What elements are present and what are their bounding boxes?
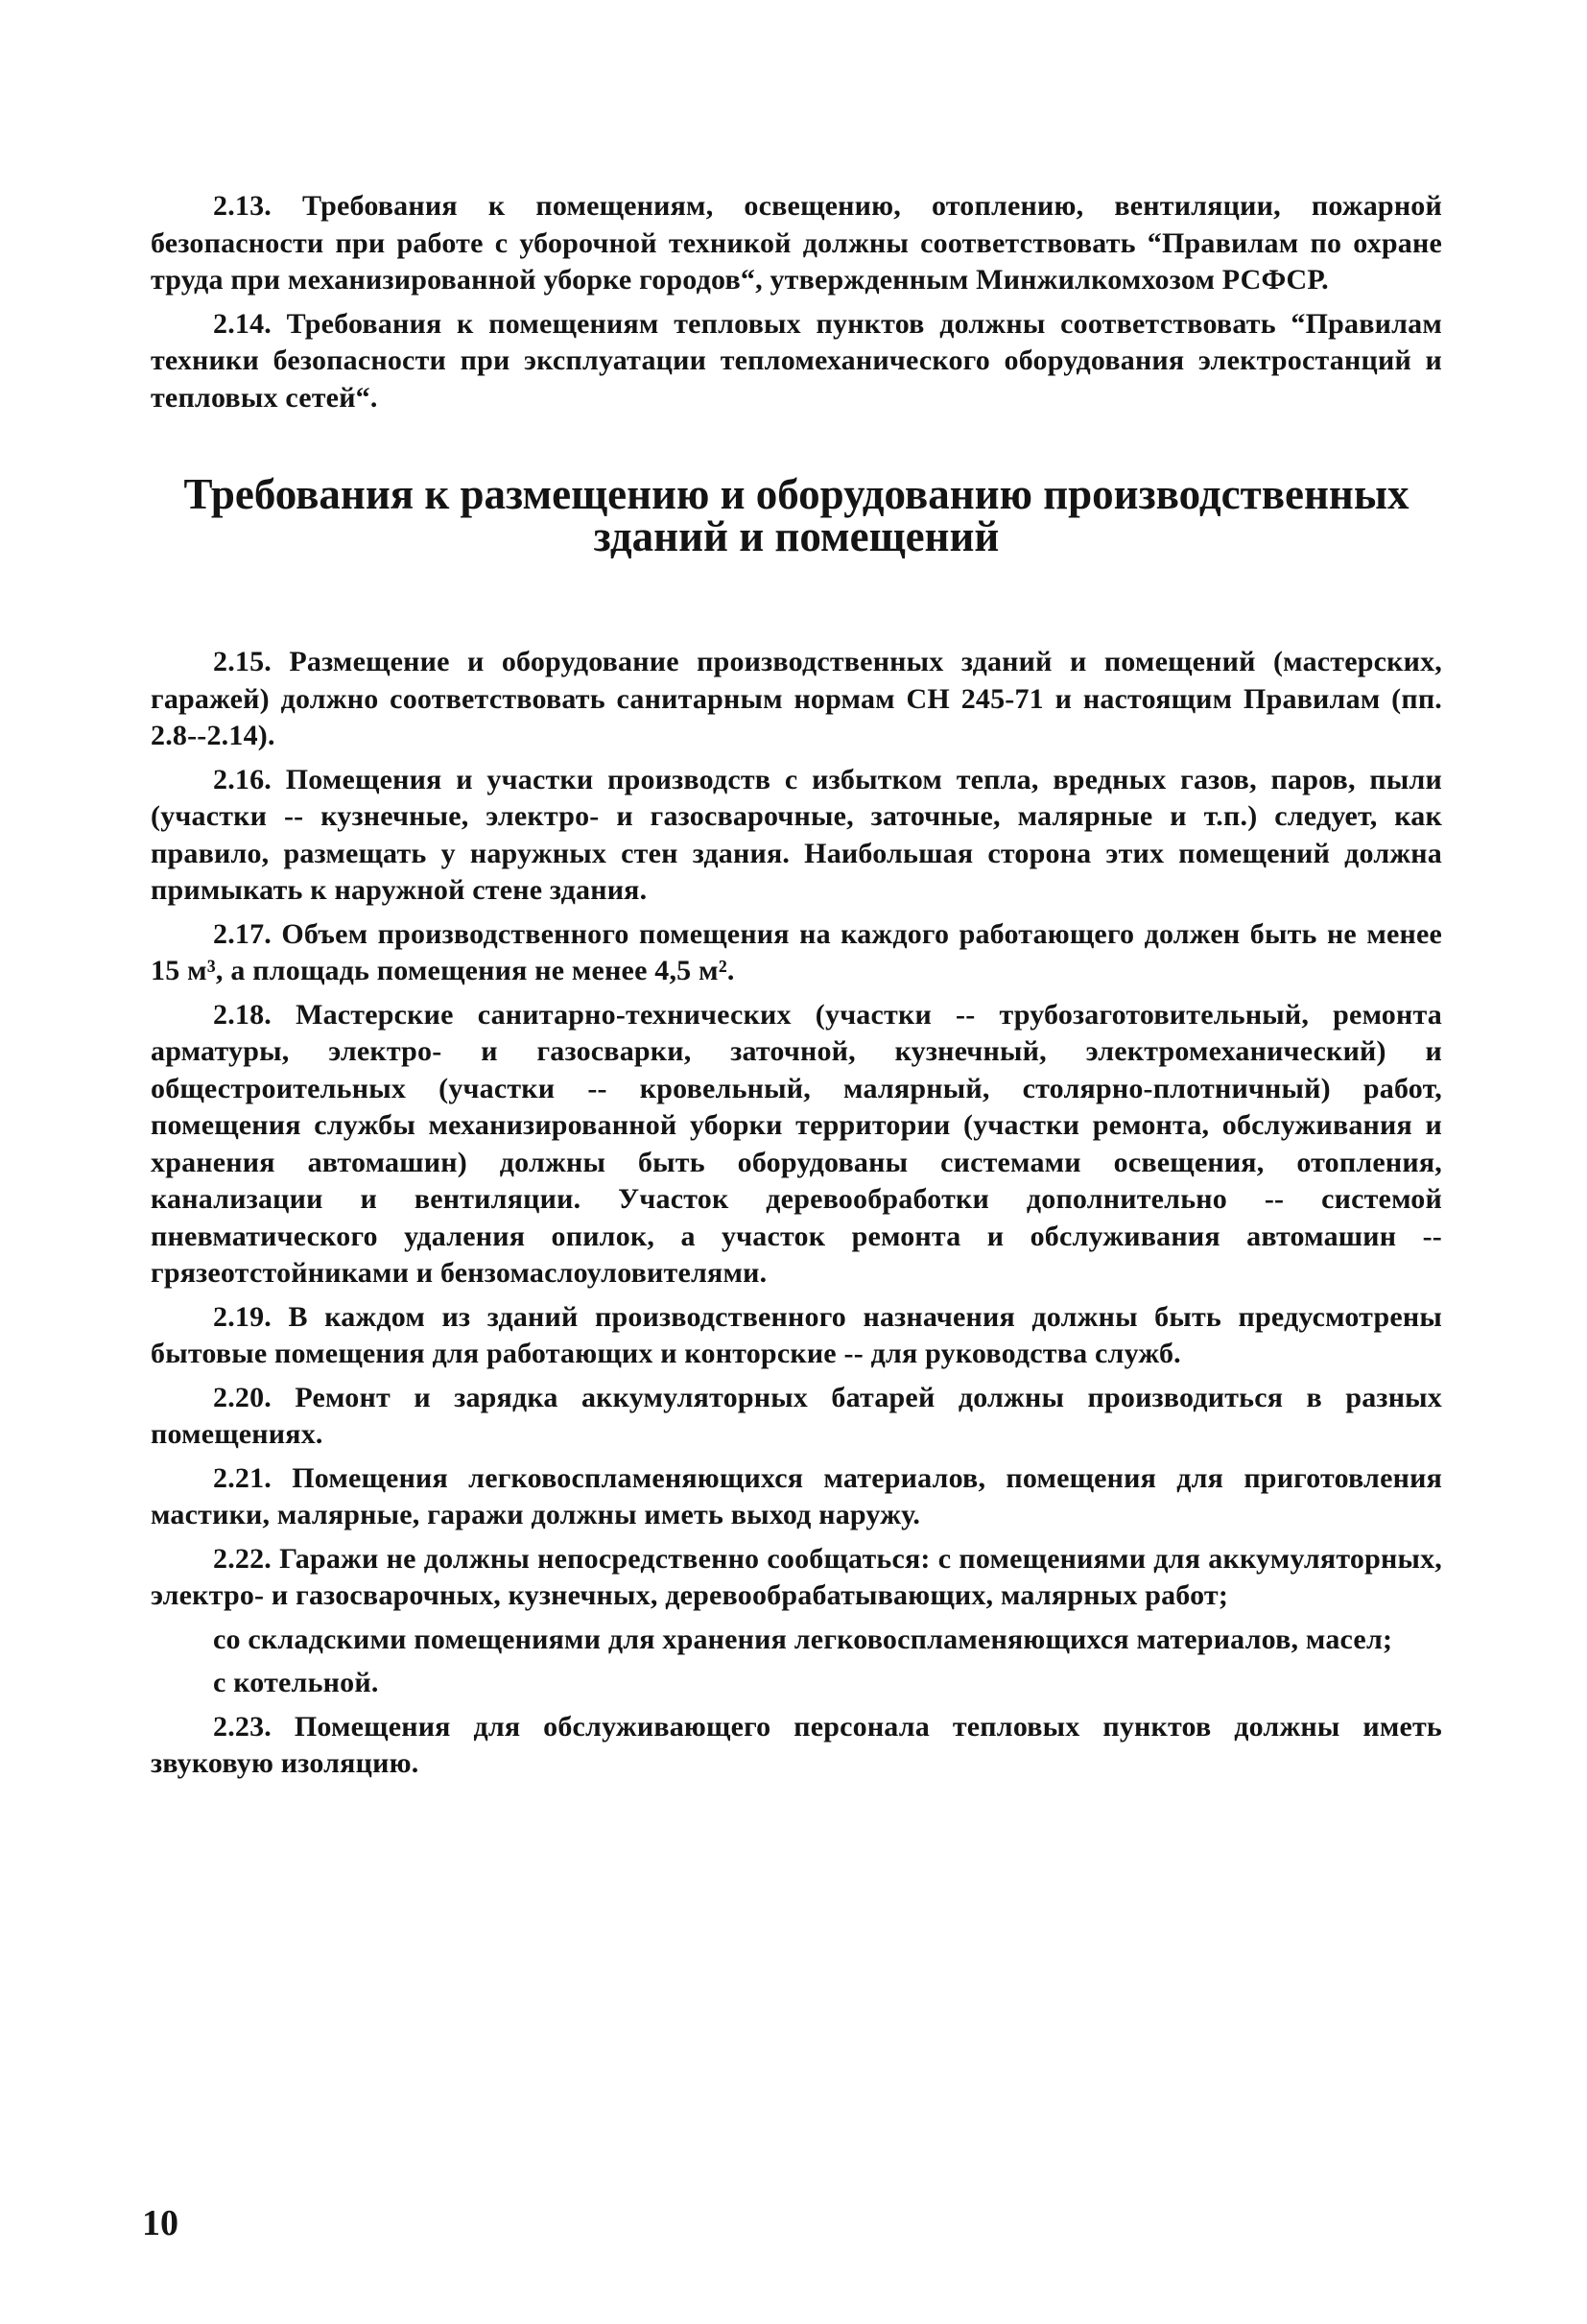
paragraph-2-22 [151,1541,1442,1615]
clause-number: 2.19. [213,1300,272,1333]
section-heading-line-2: зданий и помещений [593,512,1000,560]
clause-text: Требования к помещениям тепловых пунктов должны соответствовать “Правилам техники безопасности при эксплуатации тепломеханического оборудования электростанций и тепловых сетей“. [151,307,1442,414]
clause-number: 2.22. [213,1542,272,1575]
clause-text: со складскими помещениями для хранения легковоспламеняющихся материалов, масел; [213,1623,1393,1655]
clause-text: Помещения для обслуживающего персонала тепловых пунктов должны иметь звуковую изоляцию. [151,1710,1442,1779]
section-heading [151,470,1442,560]
clause-text: Помещения легковоспламеняющихся материалов, помещения для приготовления мастики, малярные, гаражи должны иметь выход наружу. [151,1461,1443,1530]
paragraph-2-18 [151,997,1442,1292]
clause-text: В каждом из зданий производственного назначения должны быть предусмотрены бытовые помещения для работающих и конторские -- для руководства служб. [151,1300,1442,1369]
clause-text: с котельной. [213,1667,379,1698]
clause-text: Ремонт и зарядка аккумуляторных батарей должны производиться в разных помещениях. [151,1381,1443,1450]
clause-number: 2.23. [213,1710,272,1743]
paragraph-2-16 [151,762,1442,910]
clause-number: 2.21. [213,1461,272,1494]
paragraph-2-21 [151,1460,1442,1534]
clause-text: Размещение и оборудование производственных зданий и помещений (мастерских, гаражей) должно соответствовать санитарным нормам СН 245-71 и настоящим Правилам (пп. 2.8--2.14). [151,646,1443,751]
paragraph-2-15 [151,644,1442,755]
clause-text: Мастерские санитарно-технических (участки -- трубозаготовительный, ремонта арматуры, электро- и газосварки, заточной, кузнечный, электромеханический) и общестроительных (участки -- кровельный, малярный, столярно-плотничный) работ, помещения службы механизированной уборки территории (участки ремонта, обслуживания и хранения автомашин) должны быть оборудованы системами освещения, отопления, канализации и вентиляции. Участок деревообработки дополнительно -- системой пневматического удаления опилок, а участок ремонта и обслуживания автомашин -- грязеотстойниками и бензомаслоуловителями. [151,998,1442,1289]
paragraph-2-17 [151,916,1442,990]
paragraph-2-20 [151,1380,1442,1454]
clause-number: 2.17. [213,917,272,950]
clause-number: 2.15. [213,646,272,677]
clause-number: 2.13. [213,190,272,222]
paragraph-2-14 [151,306,1442,417]
clause-number: 2.18. [213,998,272,1031]
paragraph-2-22-item-boiler [151,1665,1442,1702]
paragraph-2-13 [151,188,1442,299]
page-number: 10 [142,2203,178,2243]
paragraph-2-23 [151,1709,1442,1783]
clause-number: 2.14. [213,307,272,340]
section-heading-line-1: Требования к размещению и оборудованию производственных [183,470,1409,518]
clause-text: Требования к помещениям, освещению, отоплению, вентиляции, пожарной безопасности при работе с уборочной техникой должны соответствовать “Правилам по охране труда при механизированной уборке городов“, утвержденным Минжилкомхозом РСФСР. [151,190,1442,296]
clause-text: Объем производственного помещения на каждого работающего должен быть не менее 15 м³, а площадь помещения не менее 4,5 м². [151,917,1442,986]
clause-number: 2.20. [213,1381,272,1413]
clause-number: 2.16. [213,763,272,795]
clause-text: Гаражи не должны непосредственно сообщаться: с помещениями для аккумуляторных, электро- и газосварочных, кузнечных, деревообрабатывающих, малярных работ; [151,1542,1442,1611]
document-page [151,188,1442,1790]
paragraph-2-22-item-warehouses [151,1622,1442,1659]
clause-text: Помещения и участки производств с избытком тепла, вредных газов, паров, пыли (участки -- кузнечные, электро- и газосварочные, заточные, малярные и т.п.) следует, как правило, размещать у наружных стен здания. Наибольшая сторона этих помещений должна примыкать к наружной стене здания. [151,763,1442,906]
paragraph-2-19 [151,1299,1442,1373]
